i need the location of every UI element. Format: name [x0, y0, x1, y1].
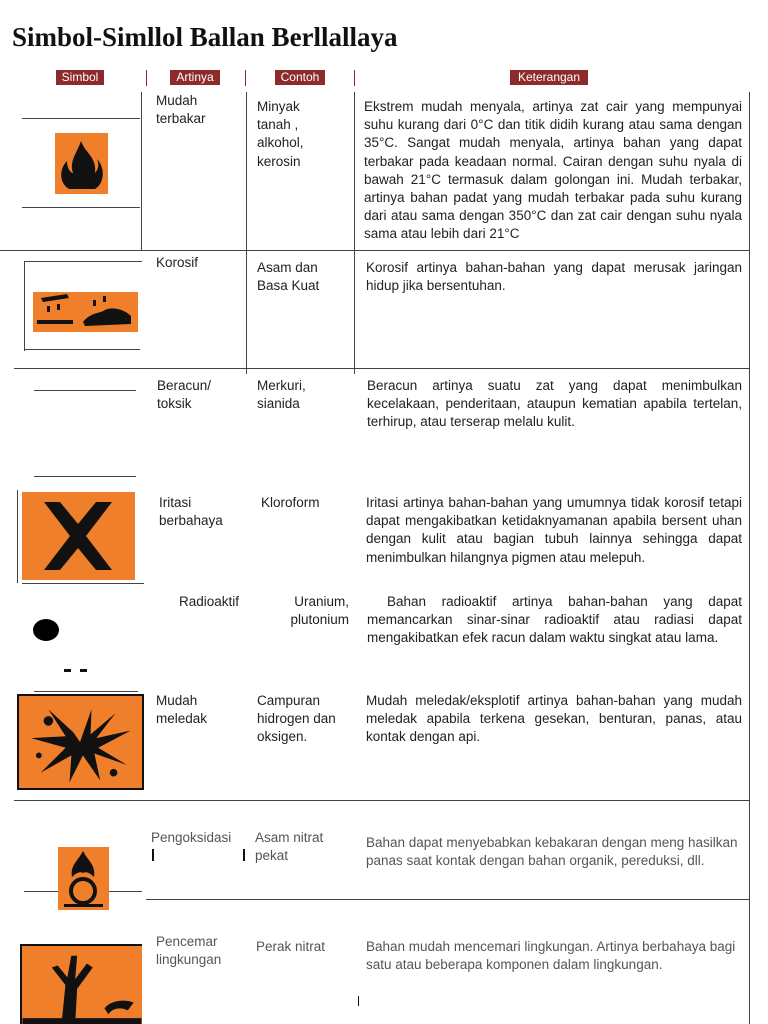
contoh-text: Uranium, plutonium: [290, 594, 349, 628]
artinya-text: Korosif: [156, 255, 199, 270]
contoh-text: Perak nitrat: [256, 939, 326, 954]
row-divider: [0, 250, 750, 251]
symbol-line: [24, 261, 142, 262]
symbol-line: [34, 476, 136, 477]
header-divider: [354, 70, 355, 86]
keterangan-text: Korosif artinya bahan-bahan yang dapat merusak jaringan hidup jika bersentuhan.: [366, 260, 742, 294]
artinya-text: Beracun/ toksik: [157, 378, 212, 412]
artinya-text: Mudah meledak: [156, 693, 208, 727]
symbol-line: [17, 490, 18, 583]
header-divider: [245, 70, 246, 86]
symbol-line: [22, 583, 144, 584]
irritant-x-icon: [22, 492, 135, 580]
contoh-text: Minyak tanah , alkohol, kerosin: [257, 99, 304, 169]
radioactive-dot-icon: [33, 619, 59, 641]
keterangan-text: Ekstrem mudah menyala, artinya zat cair yang mempunyai suhu kurang dari 0°C dan titik didih kurang atau sama dengan 35°C. Sangat mudah menyala, artinya bahan yang dapat terbakar pada keadaan normal. Cairan dengan suhu nyala di bawah 21°C termasuk dalam golongan ini. Mudah terbakar, artinya bahan padat yang mudah terbakar pada suhu kurang dari atau sama dengan 350°C dan zat cair dengan suhu nyala sama atau lebih dari 21°C: [364, 99, 742, 242]
header-divider: [146, 70, 147, 86]
symbol-line: [22, 118, 140, 119]
contoh-text: Merkuri, sianida: [257, 378, 306, 412]
header-simbol: Simbol: [56, 70, 104, 85]
keterangan-text: Bahan mudah mencemari lingkungan. Artinya berbahaya bagi satu atau beberapa komponen dalam lingkungan.: [366, 939, 736, 973]
column-divider: [141, 92, 142, 250]
column-divider: [246, 92, 247, 374]
column-divider: [354, 92, 355, 374]
symbol-line: [24, 261, 25, 351]
symbol-line: [22, 207, 140, 208]
oxidizer-icon: [58, 847, 109, 910]
keterangan-text: Iritasi artinya bahan-bahan yang umumnya tidak korosif tetapi dapat mengakibatkan ketidaknyamanan apabila bersent uhan dengan kulit atau bagian tubuh lainnya sehingga dapat menimbulkan hilangnya pigmen atau melepuh.: [366, 495, 742, 565]
row-divider: [14, 800, 750, 801]
artinya-text: Mudah terbakar: [156, 93, 206, 127]
contoh-text: Asam dan Basa Kuat: [257, 260, 320, 294]
artinya-text: Iritasi berbahaya: [159, 495, 223, 529]
cursor-mark: [152, 849, 154, 861]
keterangan-text: Mudah meledak/eksplotif artinya bahan-bahan yang mudah meledak apabila terkena gesekan, benturan, panas, atau kontak dengan api.: [366, 693, 742, 745]
cursor-mark: [243, 849, 245, 861]
artinya-text: Pengoksidasi: [151, 830, 232, 845]
header-contoh: Contoh: [275, 70, 325, 85]
flame-icon: [55, 133, 108, 194]
artinya-text: Radioaktif: [179, 594, 240, 609]
symbol-line: [34, 691, 138, 692]
contoh-text: Campuran hidrogen dan oksigen.: [257, 693, 336, 745]
artinya-text: Pencemar lingkungan: [156, 934, 222, 968]
row-divider: [146, 899, 750, 900]
contoh-text: Asam nitrat pekat: [255, 830, 324, 864]
keterangan-text: Bahan radioaktif artinya bahan-bahan yang dapat memancarkan sinar-sinar radioaktif atau radiasi dapat mengakibatkan efek racun dalam waktu singkat atau lama.: [367, 594, 742, 646]
header-keterangan: Keterangan: [510, 70, 588, 85]
dash-mark: [64, 669, 71, 672]
contoh-text: Kloroform: [261, 495, 320, 510]
dash-mark: [80, 669, 87, 672]
header-artinya: Artinya: [170, 70, 220, 85]
symbol-line: [34, 390, 136, 391]
symbol-line: [24, 349, 140, 350]
page-title: Simbol-Simllol Ballan Berllallaya: [12, 22, 398, 52]
right-border: [749, 92, 750, 1024]
cursor-mark: [358, 996, 359, 1006]
keterangan-text: Beracun artinya suatu zat yang dapat menimbulkan kecelakaan, penderitaan, ataupun kematian apabila tertelan, terhirup, atau terserap melalu kulit.: [367, 378, 742, 430]
corrosive-icon: [33, 292, 138, 332]
keterangan-text: Bahan dapat menyebabkan kebakaran dengan meng hasilkan panas saat kontak dengan bahan organik, pereduksi, dll.: [366, 835, 738, 869]
row-divider: [14, 368, 750, 369]
environment-hazard-icon: [20, 944, 142, 1024]
explosive-icon: [17, 694, 144, 790]
